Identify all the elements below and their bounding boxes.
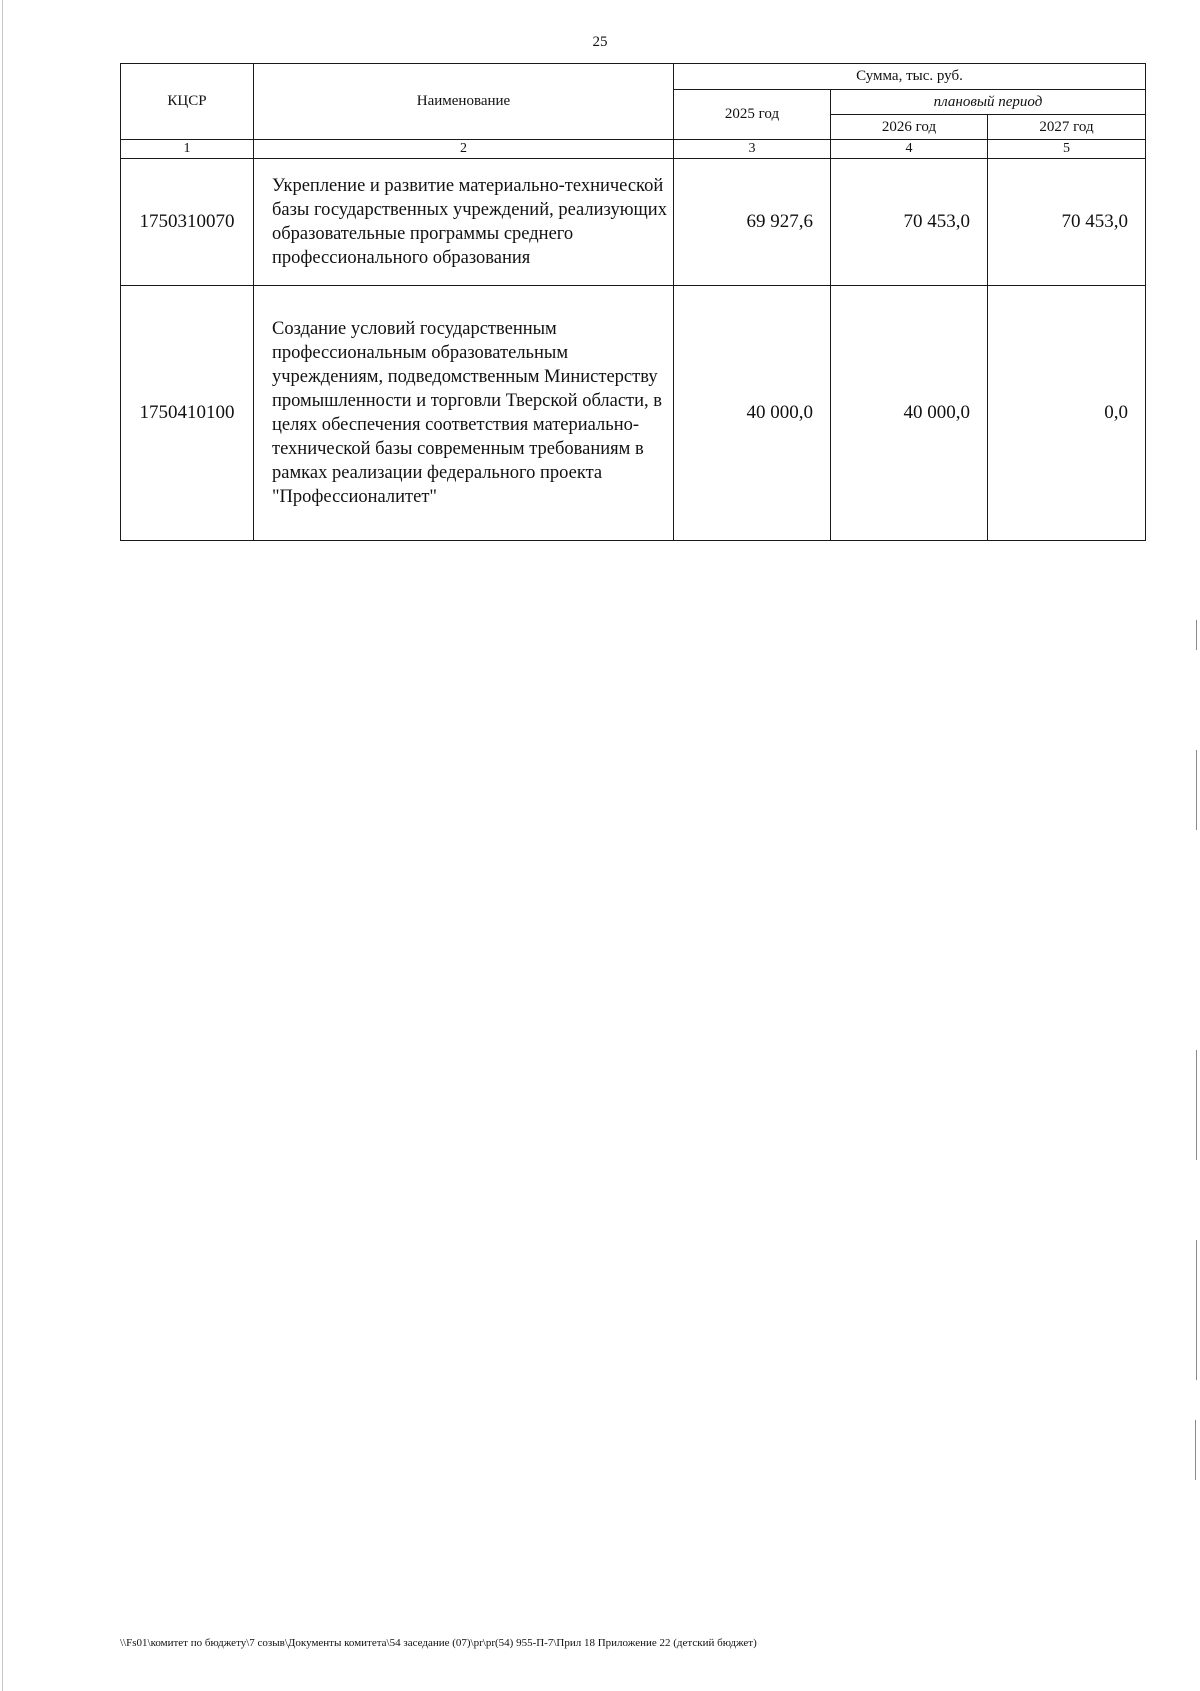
column-number: 5	[988, 140, 1146, 159]
table-row	[121, 286, 1146, 541]
header-name: Наименование	[254, 64, 674, 140]
scan-artifact	[1196, 750, 1197, 830]
column-number: 1	[121, 140, 254, 159]
budget-table	[120, 63, 1146, 541]
header-planned-period: плановый период	[831, 90, 1146, 115]
header-year-2026: 2026 год	[831, 115, 988, 140]
row-amount-2025: 40 000,0	[674, 286, 831, 541]
column-number: 2	[254, 140, 674, 159]
table-row	[121, 159, 1146, 286]
header-year-2025: 2025 год	[674, 90, 831, 140]
row-amount-2025: 69 927,6	[674, 159, 831, 286]
scan-artifact	[1196, 1050, 1197, 1160]
scan-artifact	[1195, 1420, 1196, 1480]
row-code: 1750310070	[121, 159, 254, 286]
header-year-2027: 2027 год	[988, 115, 1146, 140]
scan-artifact	[2, 0, 3, 1691]
row-name: Создание условий государственным профессиональным образовательным учреждениям, подведомственным Министерству промышленности и торговли Тверской области, в целях обеспечения соответствия материально-технической базы современным требованиям в рамках реализации федерального проекта "Профессионалитет"	[254, 286, 674, 541]
column-number-row	[121, 140, 1146, 159]
footer-file-path: \\Fs01\комитет по бюджету\7 созыв\Документы комитета\54 заседание (07)\pr\pr(54) 955-П-7\Прил 18 Приложение 22 (детский бюджет)	[120, 1637, 757, 1649]
row-code: 1750410100	[121, 286, 254, 541]
scan-artifact	[1196, 1240, 1197, 1380]
scan-artifact	[1196, 620, 1197, 650]
row-name: Укрепление и развитие материально-технической базы государственных учреждений, реализующих образовательные программы среднего профессионального образования	[254, 159, 674, 286]
header-sum: Сумма, тыс. руб.	[674, 64, 1146, 90]
row-amount-2027: 0,0	[988, 286, 1146, 541]
header-code: КЦСР	[121, 64, 254, 140]
column-number: 3	[674, 140, 831, 159]
page-number: 25	[592, 34, 608, 50]
row-amount-2026: 70 453,0	[831, 159, 988, 286]
row-amount-2027: 70 453,0	[988, 159, 1146, 286]
column-number: 4	[831, 140, 988, 159]
row-amount-2026: 40 000,0	[831, 286, 988, 541]
